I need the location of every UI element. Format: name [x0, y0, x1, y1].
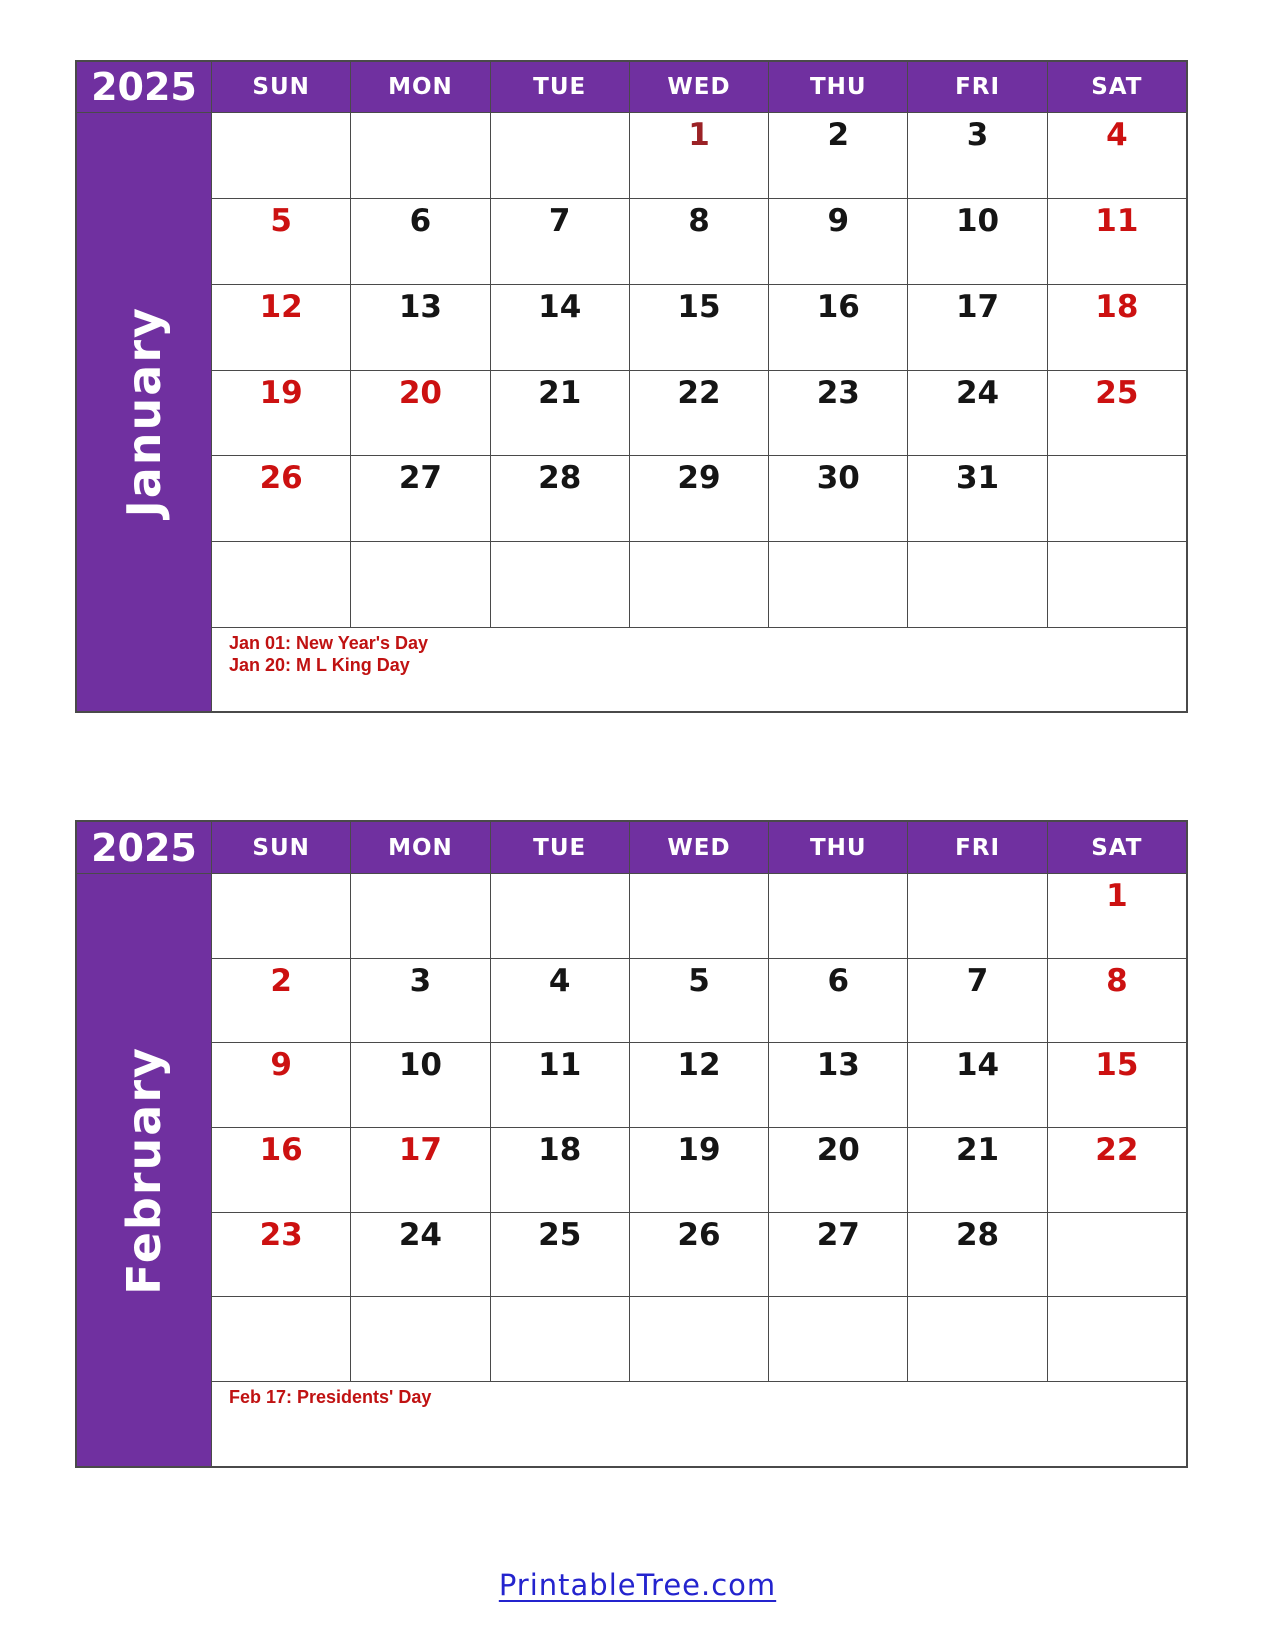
day-cell: 4 [1048, 113, 1186, 198]
day-cell [491, 113, 629, 198]
day-cell [212, 542, 350, 627]
year-label: 2025 [77, 822, 211, 873]
day-cell: 8 [1048, 959, 1186, 1043]
day-cell: 19 [212, 371, 350, 456]
holiday-note: Jan 01: New Year's Day [229, 633, 429, 653]
day-cell: 17 [908, 285, 1046, 370]
day-cell: 3 [351, 959, 489, 1043]
day-cell [212, 874, 350, 958]
day-cell: 9 [212, 1043, 350, 1127]
day-cell: 9 [769, 199, 907, 284]
day-cell: 28 [491, 456, 629, 541]
january-calendar [75, 60, 1188, 713]
day-cell [491, 542, 629, 627]
day-cell [351, 874, 489, 958]
footer [0, 1568, 1275, 1602]
holiday-note: Feb 17: Presidents' Day [229, 1386, 432, 1407]
day-cell: 18 [491, 1128, 629, 1212]
day-cell [212, 1297, 350, 1381]
day-cell: 27 [769, 1213, 907, 1297]
day-cell: 26 [630, 1213, 768, 1297]
day-cell [212, 113, 350, 198]
day-cell: 20 [769, 1128, 907, 1212]
day-header-mon: MON [351, 62, 489, 112]
day-header-sat: SAT [1048, 62, 1186, 112]
day-cell: 18 [1048, 285, 1186, 370]
day-cell: 29 [630, 456, 768, 541]
day-header-sun: SUN [212, 62, 350, 112]
day-cell: 25 [1048, 371, 1186, 456]
day-cell [769, 542, 907, 627]
day-header-fri: FRI [908, 62, 1046, 112]
day-cell: 13 [351, 285, 489, 370]
day-cell [908, 1297, 1046, 1381]
month-label: January [117, 306, 171, 518]
day-cell [351, 542, 489, 627]
day-cell [351, 1297, 489, 1381]
day-cell: 30 [769, 456, 907, 541]
day-header-sat: SAT [1048, 822, 1186, 873]
day-header-mon: MON [351, 822, 489, 873]
day-cell: 24 [908, 371, 1046, 456]
day-header-thu: THU [769, 62, 907, 112]
day-cell: 16 [769, 285, 907, 370]
day-cell: 15 [1048, 1043, 1186, 1127]
day-cell: 12 [630, 1043, 768, 1127]
day-cell: 5 [630, 959, 768, 1043]
day-cell: 3 [908, 113, 1046, 198]
day-cell: 2 [212, 959, 350, 1043]
day-header-wed: WED [630, 62, 768, 112]
day-header-sun: SUN [212, 822, 350, 873]
printabletree-link[interactable]: PrintableTree.com [498, 1568, 777, 1602]
day-cell: 25 [491, 1213, 629, 1297]
day-cell [1048, 456, 1186, 541]
day-cell: 31 [908, 456, 1046, 541]
day-cell: 6 [769, 959, 907, 1043]
day-cell: 13 [769, 1043, 907, 1127]
month-sidebar [77, 113, 211, 711]
day-cell [769, 1297, 907, 1381]
day-cell: 17 [351, 1128, 489, 1212]
day-cell [908, 874, 1046, 958]
day-cell [630, 1297, 768, 1381]
holiday-notes [212, 1382, 1186, 1466]
day-cell: 28 [908, 1213, 1046, 1297]
holiday-note: Jan 20: M L King Day [229, 655, 410, 675]
day-cell: 22 [1048, 1128, 1186, 1212]
day-cell: 27 [351, 456, 489, 541]
day-cell [630, 542, 768, 627]
day-cell: 22 [630, 371, 768, 456]
day-cell [908, 542, 1046, 627]
holiday-notes [212, 628, 1186, 711]
day-header-thu: THU [769, 822, 907, 873]
day-cell: 1 [630, 113, 768, 198]
day-cell: 23 [769, 371, 907, 456]
day-cell: 21 [908, 1128, 1046, 1212]
day-cell: 1 [1048, 874, 1186, 958]
day-cell: 11 [491, 1043, 629, 1127]
year-label: 2025 [77, 62, 211, 112]
day-cell: 15 [630, 285, 768, 370]
day-cell [1048, 1297, 1186, 1381]
day-cell: 20 [351, 371, 489, 456]
day-cell: 21 [491, 371, 629, 456]
day-cell: 7 [491, 199, 629, 284]
day-header-wed: WED [630, 822, 768, 873]
day-cell: 24 [351, 1213, 489, 1297]
day-cell: 5 [212, 199, 350, 284]
day-cell: 7 [908, 959, 1046, 1043]
day-cell [491, 874, 629, 958]
day-cell: 2 [769, 113, 907, 198]
day-cell: 11 [1048, 199, 1186, 284]
day-cell [491, 1297, 629, 1381]
month-sidebar [77, 874, 211, 1466]
day-header-fri: FRI [908, 822, 1046, 873]
day-cell: 10 [908, 199, 1046, 284]
day-cell: 19 [630, 1128, 768, 1212]
day-cell: 23 [212, 1213, 350, 1297]
day-cell: 10 [351, 1043, 489, 1127]
day-cell [769, 874, 907, 958]
day-cell [1048, 1213, 1186, 1297]
february-calendar [75, 820, 1188, 1468]
day-cell: 8 [630, 199, 768, 284]
day-cell [351, 113, 489, 198]
day-cell: 12 [212, 285, 350, 370]
day-cell: 14 [908, 1043, 1046, 1127]
day-header-tue: TUE [491, 62, 629, 112]
day-cell: 4 [491, 959, 629, 1043]
day-cell [630, 874, 768, 958]
day-cell: 16 [212, 1128, 350, 1212]
day-cell: 26 [212, 456, 350, 541]
day-cell: 14 [491, 285, 629, 370]
day-cell [1048, 542, 1186, 627]
month-label: February [117, 1045, 171, 1295]
day-header-tue: TUE [491, 822, 629, 873]
day-cell: 6 [351, 199, 489, 284]
